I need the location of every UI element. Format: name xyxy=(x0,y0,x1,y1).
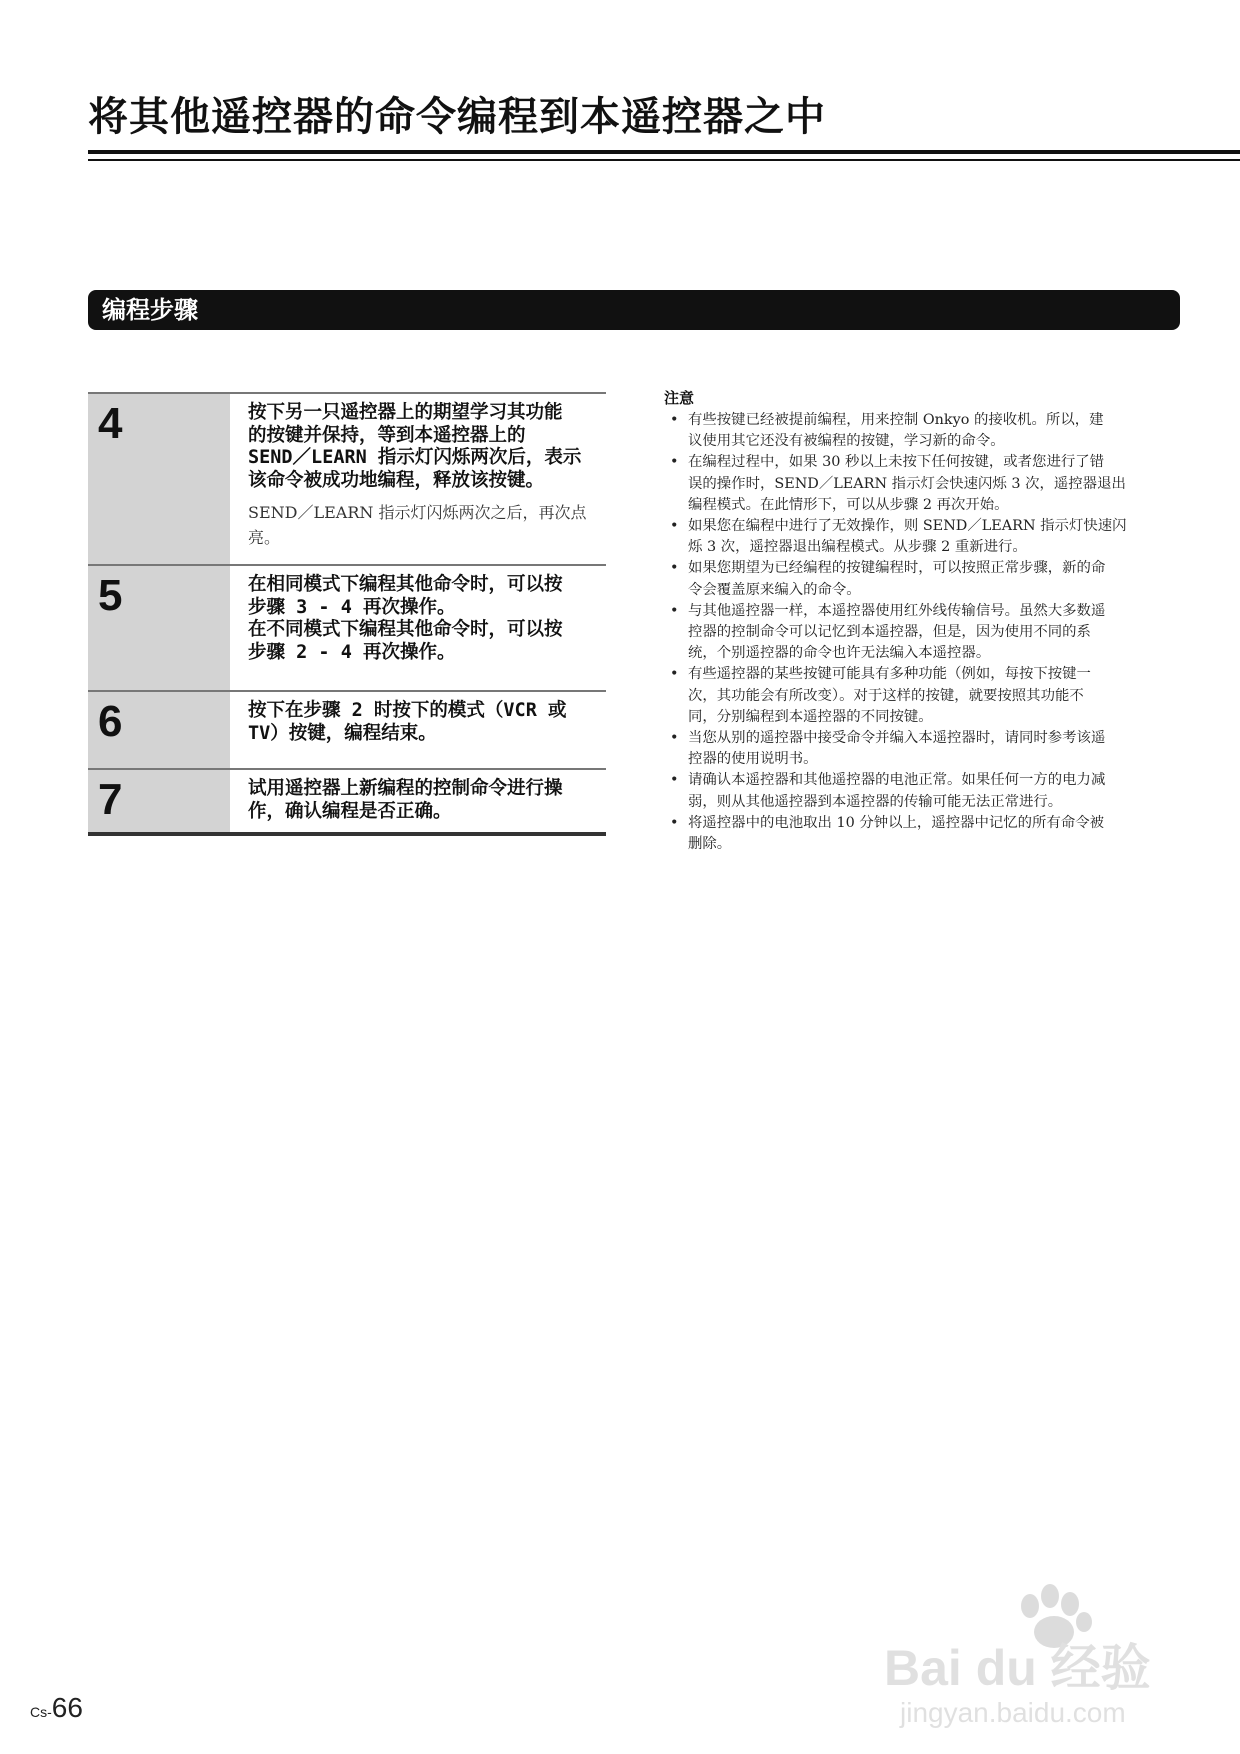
step-line: 按下在步骤 2 时按下的模式（VCR 或 xyxy=(248,700,567,721)
bullet-icon: • xyxy=(670,560,679,577)
step-text xyxy=(230,692,606,768)
note-item xyxy=(662,664,1182,728)
step-number-cell xyxy=(88,394,230,564)
section-title: 编程步骤 xyxy=(102,296,198,324)
note-item xyxy=(662,813,1182,855)
note-item xyxy=(662,516,1182,558)
bullet-icon: • xyxy=(670,730,679,747)
title-rule-thick xyxy=(88,150,1240,154)
step-number-cell xyxy=(88,770,230,832)
bullet-icon: • xyxy=(670,772,679,789)
note-line: 令会覆盖原来编入的命令。 xyxy=(688,581,861,598)
note-line: 次，其功能会有所改变）。对于这样的按键，就要按照其功能不 xyxy=(688,687,1084,704)
note-line: 控器的控制命令可以记忆到本遥控器，但是，因为使用不同的系 xyxy=(688,624,1091,641)
step-line: 按下另一只遥控器上的期望学习其功能 xyxy=(248,402,563,423)
note-line: 议使用其它还没有被编程的按键，学习新的命令。 xyxy=(688,433,1005,450)
step-line: TV）按键，编程结束。 xyxy=(248,722,437,744)
step-line: 步骤 3 - 4 再次操作。 xyxy=(248,596,456,618)
step-number: 5 xyxy=(98,571,123,620)
notes-panel xyxy=(662,388,1182,855)
steps-table xyxy=(88,392,606,836)
title-rule-thin xyxy=(88,159,1240,161)
note-item xyxy=(662,452,1182,516)
step-5 xyxy=(88,564,606,690)
bullet-icon: • xyxy=(670,814,679,831)
step-text xyxy=(230,770,606,832)
step-number: 6 xyxy=(98,697,123,746)
note-line: 如果您在编程中进行了无效操作，则 SEND／LEARN 指示灯快速闪 xyxy=(688,518,1127,535)
bullet-icon: • xyxy=(670,518,679,535)
note-line: 有些按键已经被提前编程，用来控制 Onkyo 的接收机。所以，建 xyxy=(688,412,1104,428)
step-6 xyxy=(88,690,606,768)
note-line: 将遥控器中的电池取出 10 分钟以上，遥控器中记忆的所有命令被 xyxy=(688,814,1105,831)
step-number: 7 xyxy=(98,775,123,824)
note-line: 有些遥控器的某些按键可能具有多种功能（例如，每按下按键一 xyxy=(688,666,1091,683)
step-4 xyxy=(88,392,606,564)
note-line: 误的操作时，SEND／LEARN 指示灯会快速闪烁 3 次，遥控器退出 xyxy=(688,475,1126,492)
note-item xyxy=(662,558,1182,600)
note-line: 删除。 xyxy=(688,836,732,853)
step-number-cell xyxy=(88,692,230,768)
note-line: 统，个别遥控器的命令也许无法编入本遥控器。 xyxy=(688,645,991,662)
step-number: 4 xyxy=(98,399,123,448)
watermark-url: jingyan.baidu.com xyxy=(900,1697,1126,1728)
bullet-icon: • xyxy=(670,602,679,619)
step-number-cell xyxy=(88,566,230,690)
step-7 xyxy=(88,768,606,836)
step-note-line: 亮。 xyxy=(248,528,281,547)
note-line: 当您从别的遥控器中接受命令并编入本遥控器时，请同时参考该遥 xyxy=(688,730,1106,747)
note-line: 如果您期望为已经编程的按键编程时，可以按照正常步骤，新的命 xyxy=(688,560,1106,577)
note-line: 同，分别编程到本遥控器的不同按键。 xyxy=(688,708,933,725)
note-line: 与其他遥控器一样，本遥控器使用红外线传输信号。虽然大多数遥 xyxy=(688,602,1106,619)
note-line: 弱，则从其他遥控器到本遥控器的传输可能无法正常进行。 xyxy=(688,793,1063,810)
step-note xyxy=(248,500,602,550)
step-line: 该命令被成功地编程，释放该按键。 xyxy=(248,469,545,491)
step-line: 作，确认编程是否正确。 xyxy=(248,800,452,822)
step-line: 在不同模式下编程其他命令时，可以按 xyxy=(248,619,563,640)
step-text xyxy=(230,566,606,690)
step-line: 在相同模式下编程其他命令时，可以按 xyxy=(248,574,563,595)
note-line: 请确认本遥控器和其他遥控器的电池正常。如果任何一方的电力减 xyxy=(688,772,1106,789)
page-title: 将其他遥控器的命令编程到本遥控器之中 xyxy=(88,94,826,140)
note-item xyxy=(662,728,1182,770)
note-line: 烁 3 次，遥控器退出编程模式。从步骤 2 重新进行。 xyxy=(688,539,1027,556)
bullet-icon: • xyxy=(670,454,679,471)
page-footer xyxy=(30,1692,83,1724)
bullet-icon: • xyxy=(670,666,679,683)
step-note-line: SEND／LEARN 指示灯闪烁两次之后，再次点 xyxy=(248,503,587,522)
watermark xyxy=(878,1580,1178,1730)
watermark-brand: Bai du 经验 xyxy=(884,1640,1151,1696)
section-header-bar xyxy=(88,290,1180,330)
page-number-prefix: Cs- xyxy=(30,1704,52,1720)
step-line: SEND／LEARN 指示灯闪烁两次后，表示 xyxy=(248,447,582,468)
note-line: 控器的使用说明书。 xyxy=(688,751,818,768)
step-line: 试用遥控器上新编程的控制命令进行操 xyxy=(248,778,563,799)
note-item xyxy=(662,410,1182,452)
notes-list xyxy=(662,410,1182,855)
page-number: 66 xyxy=(51,1692,83,1723)
note-line: 编程模式。在此情形下，可以从步骤 2 再次开始。 xyxy=(688,496,1009,513)
note-item xyxy=(662,601,1182,665)
note-line: 在编程过程中，如果 30 秒以上未按下任何按键，或者您进行了错 xyxy=(688,454,1105,471)
notes-title: 注意 xyxy=(664,389,695,407)
paw-icon xyxy=(1021,1584,1092,1648)
step-text xyxy=(230,394,606,564)
note-item xyxy=(662,770,1182,812)
bullet-icon: • xyxy=(670,412,679,428)
step-line: 的按键并保持，等到本遥控器上的 xyxy=(248,424,526,446)
step-line: 步骤 2 - 4 再次操作。 xyxy=(248,641,456,663)
